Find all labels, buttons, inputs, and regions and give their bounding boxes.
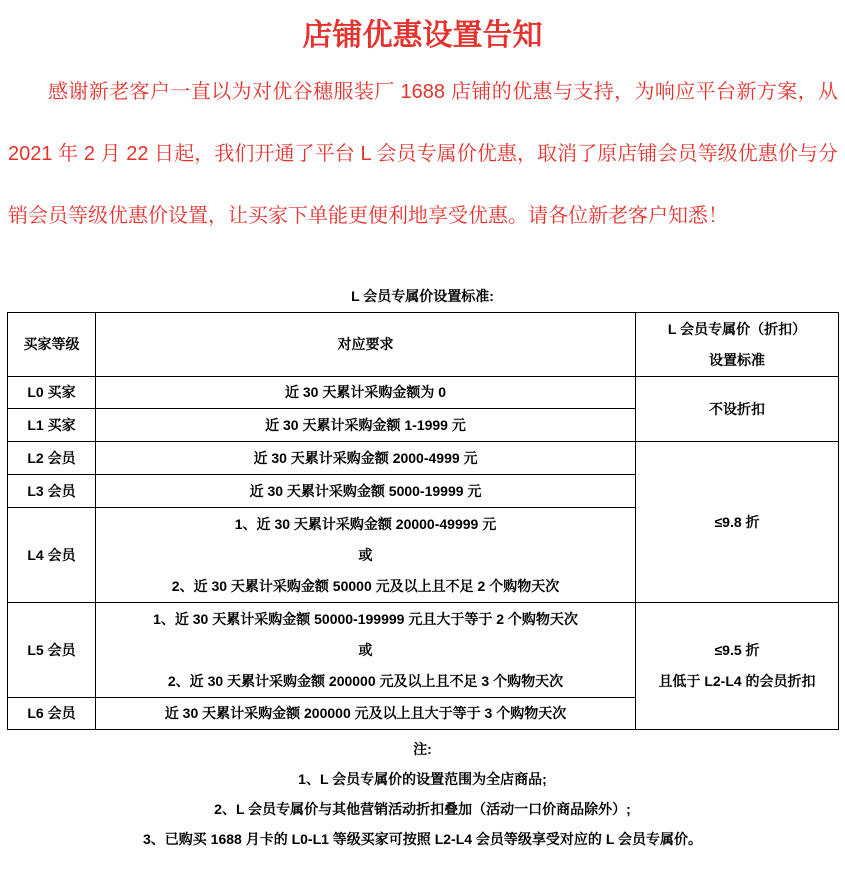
discount-line: 且低于 L2-L4 的会员折扣 <box>658 673 816 689</box>
header-discount-line1: L 会员专属价（折扣） <box>667 320 807 337</box>
note-item: 3、已购买 1688 月卡的 L0-L1 等级买家可按照 L2-L4 会员等级享受对应的 L 会员专属价。 <box>142 831 703 847</box>
requirement-cell: 近 30 天累计采购金额 1-1999 元 <box>96 409 636 442</box>
table-row <box>8 442 839 475</box>
note-item: 2、L 会员专属价与其他营销活动折扣叠加（活动一口价商品除外）; <box>214 801 631 817</box>
discount-line: ≤9.5 折 <box>714 642 760 658</box>
discount-cell: ≤9.8 折 <box>636 442 839 603</box>
level-cell: L5 会员 <box>8 603 96 698</box>
level-cell: L6 会员 <box>8 698 96 730</box>
level-cell: L2 会员 <box>8 442 96 475</box>
requirement-cell: 近 30 天累计采购金额 200000 元及以上且大于等于 3 个购物天次 <box>96 698 636 730</box>
header-level: 买家等级 <box>8 313 96 377</box>
requirement-cell: 近 30 天累计采购金额为 0 <box>96 377 636 409</box>
req-line: 或 <box>358 546 373 563</box>
req-line: 2、近 30 天累计采购金额 50000 元及以上且不足 2 个购物天次 <box>171 577 560 594</box>
header-discount-line2: 设置标准 <box>709 351 765 368</box>
table-row <box>8 377 839 409</box>
table-header-row <box>8 313 839 377</box>
header-requirement: 对应要求 <box>96 313 636 377</box>
announcement-paragraph: 感谢新老客户一直以为对优谷穗服装厂 1688 店铺的优惠与支持，为响应平台新方案，从 2021 年 2 月 22 日起，我们开通了平台 L 会员专属价优惠，取消了原店铺会员等级优惠价与分销会员等级优惠价设置，让买家下单能更便利地享受优惠。请各位新老客户知悉！ <box>8 81 838 227</box>
page-title: 店铺优惠设置告知 <box>302 19 543 52</box>
level-cell: L3 会员 <box>8 475 96 508</box>
notes-heading: 注: <box>413 741 432 757</box>
header-discount <box>636 313 839 377</box>
req-line: 或 <box>358 641 373 658</box>
notes <box>0 734 845 854</box>
table-caption: L 会员专属价设置标准: <box>351 288 494 304</box>
discount-cell: 不设折扣 <box>636 377 839 442</box>
requirement-cell <box>96 603 636 698</box>
note-item: 1、L 会员专属价的设置范围为全店商品; <box>298 771 547 787</box>
membership-table <box>7 312 839 730</box>
level-cell: L4 会员 <box>8 508 96 603</box>
requirement-cell: 近 30 天累计采购金额 2000-4999 元 <box>96 442 636 475</box>
discount-cell <box>636 603 839 730</box>
table-row <box>8 603 839 698</box>
requirement-cell <box>96 508 636 603</box>
level-cell: L1 买家 <box>8 409 96 442</box>
req-line: 1、近 30 天累计采购金额 20000-49999 元 <box>234 515 497 532</box>
req-line: 1、近 30 天累计采购金额 50000-199999 元且大于等于 2 个购物天次 <box>153 610 578 627</box>
requirement-cell: 近 30 天累计采购金额 5000-19999 元 <box>96 475 636 508</box>
level-cell: L0 买家 <box>8 377 96 409</box>
req-line: 2、近 30 天累计采购金额 200000 元及以上且不足 3 个购物天次 <box>167 672 564 689</box>
